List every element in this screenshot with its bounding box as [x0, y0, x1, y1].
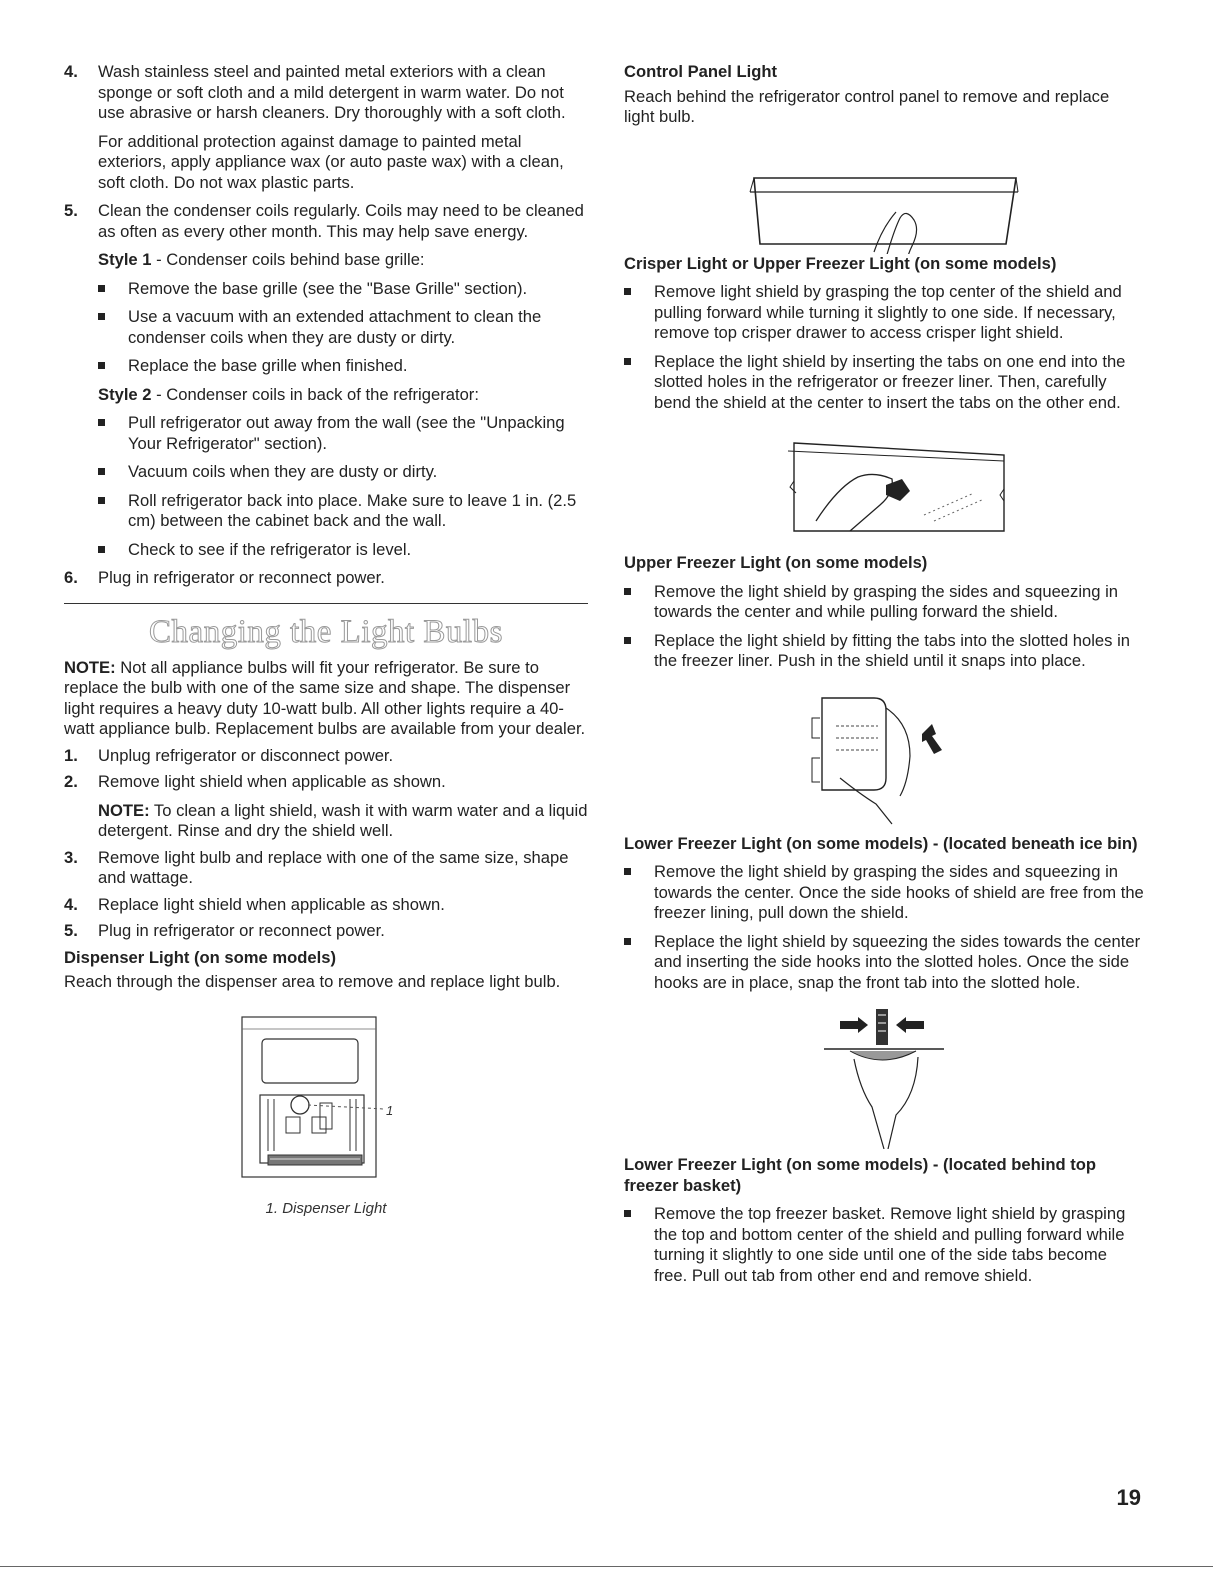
list-item-text: Use a vacuum with an extended attachment to clean the condenser coils when they are dusty or dirty.: [128, 307, 542, 347]
step-text: Replace light shield when applicable as shown.: [98, 894, 445, 914]
bulb-step-1: [64, 746, 588, 767]
note-label: NOTE:: [64, 657, 116, 677]
callout-label: 1: [386, 1102, 394, 1118]
step-number: 4.: [64, 894, 78, 914]
step-number: 5.: [64, 201, 78, 220]
list-item-text: Remove the light shield by grasping the sides and squeezing in towards the center and while pulling forward the shield.: [654, 581, 1118, 621]
bulb-step-2: [64, 772, 588, 842]
lower-freezer-ice-bin-list: [624, 862, 1144, 993]
lower-freezer-basket-list: [624, 1204, 1144, 1286]
list-item-text: Remove the light shield by grasping the sides and squeezing in towards the center. Once the side hooks of shield are free from the freezer lining, pull down the shield.: [654, 862, 1144, 922]
list-item-text: Roll refrigerator back into place. Make sure to leave 1 in. (2.5 cm) between the cabinet back and the wall.: [128, 490, 577, 530]
note-paragraph: [64, 658, 588, 740]
crisper-list: [624, 282, 1144, 413]
section-title: Changing the Light Bulbs: [149, 613, 503, 650]
list-item: [98, 540, 588, 561]
bullet-icon: [624, 862, 654, 924]
bullet-icon: [98, 491, 128, 532]
list-item-text: Vacuum coils when they are dusty or dirty.: [128, 462, 438, 481]
upper-freezer-heading: Upper Freezer Light (on some models): [624, 553, 928, 572]
step-number: 6.: [64, 568, 78, 587]
bullet-icon: [624, 932, 654, 994]
style-2-line: [98, 385, 588, 406]
lower-freezer-ice-bin-illustration: [624, 999, 1144, 1149]
list-item-text: Replace the light shield by fitting the tabs into the slotted holes in the freezer liner. Push in the shield until it snaps into place.: [654, 630, 1130, 670]
bullet-icon: [98, 540, 128, 561]
bullet-icon: [98, 307, 128, 348]
style-1-list: [98, 279, 588, 377]
list-item: [98, 307, 588, 348]
bullet-icon: [98, 413, 128, 454]
control-panel-light-illustration: [624, 134, 1144, 254]
list-item-text: Remove the top freezer basket. Remove light shield by grasping the top and bottom center of the shield and pulling forward while turning it slightly to one side until one of the side tabs become free. Pull out tab from other end and remove shield.: [654, 1204, 1126, 1285]
list-item: [624, 631, 1144, 672]
list-item-text: Check to see if the refrigerator is level.: [128, 539, 412, 559]
dispenser-light-illustration: [64, 999, 588, 1195]
step-text: For additional protection against damage to painted metal exteriors, apply appliance wax (or auto paste wax) with a clean, soft cloth. Do not wax plastic parts.: [98, 131, 564, 192]
upper-freezer-list: [624, 582, 1144, 672]
bullet-icon: [624, 352, 654, 414]
bulb-steps: [64, 746, 588, 942]
step-number: 4.: [64, 62, 78, 81]
step-4: [64, 62, 588, 193]
lower-freezer-ice-bin-heading: Lower Freezer Light (on some models) - (located beneath ice bin): [624, 833, 1138, 853]
style-2-list: [98, 413, 588, 560]
step-text: Remove light shield when applicable as shown.: [98, 772, 446, 791]
list-item: [624, 932, 1144, 994]
list-item-text: Replace the light shield by inserting the tabs on one end into the slotted holes in the refrigerator or freezer liner. Then, carefully bend the shield at the center to insert the tabs on the other end.: [654, 351, 1126, 412]
dispenser-text: Reach through the dispenser area to remove and replace light bulb.: [64, 972, 561, 991]
list-item: [98, 413, 588, 454]
crisper-light-illustration: [624, 421, 1144, 547]
list-item: [624, 582, 1144, 623]
dispenser-heading: Dispenser Light (on some models): [64, 947, 336, 967]
bulb-step-4: [64, 895, 588, 916]
list-item: [98, 491, 588, 532]
bullet-icon: [98, 279, 128, 300]
bullet-icon: [98, 462, 128, 483]
bullet-icon: [624, 582, 654, 623]
step-text: Plug in refrigerator or reconnect power.: [98, 921, 385, 940]
upper-freezer-light-illustration: [624, 678, 1144, 828]
control-panel-heading: Control Panel Light: [624, 62, 778, 81]
note-text: Not all appliance bulbs will fit your refrigerator. Be sure to replace the bulb with one of the same size and shape. The dispenser light requires a heavy duty 10-watt bulb. All other lights require a 40-watt appliance bulb. Replacement bulbs are available from your dealer.: [64, 657, 586, 738]
list-item-text: Remove the base grille (see the "Base Grille" section).: [128, 278, 528, 298]
list-item: [624, 1204, 1144, 1286]
page-number: 19: [1116, 1485, 1141, 1510]
left-column: [64, 62, 588, 1219]
step-number: 5.: [64, 921, 78, 940]
list-item: [624, 862, 1144, 924]
section-divider: [64, 603, 588, 604]
step-text: Wash stainless steel and painted metal exteriors with a clean sponge or soft cloth and a mild detergent in warm water. Do not use abrasive or harsh cleaners. Dry thoroughly with a soft cloth.: [98, 62, 566, 122]
list-item-text: Pull refrigerator out away from the wall (see the "Unpacking Your Refrigerator" section).: [128, 413, 565, 453]
bullet-icon: [98, 356, 128, 377]
list-item-text: Remove light shield by grasping the top center of the shield and pulling forward while turning it slightly to one side. If necessary, remove top crisper drawer to access crisper light shield.: [654, 282, 1122, 342]
bullet-icon: [624, 282, 654, 344]
page-bottom-rule: [0, 1566, 1213, 1567]
style-1-label: Style 1: [98, 250, 152, 269]
right-column: [624, 62, 1144, 1286]
step-text: Remove light bulb and replace with one of the same size, shape and wattage.: [98, 847, 569, 887]
bulb-step-3: [64, 848, 588, 889]
step-text: Unplug refrigerator or disconnect power.: [98, 745, 394, 765]
list-item: [624, 282, 1144, 344]
style-2-text: - Condenser coils in back of the refrigerator:: [151, 384, 479, 404]
list-item: [98, 356, 588, 377]
style-2-label: Style 2: [98, 384, 152, 404]
step-number: 2.: [64, 772, 78, 791]
list-item: [98, 462, 588, 483]
crisper-heading: Crisper Light or Upper Freezer Light (on some models): [624, 253, 1057, 273]
style-1-text: - Condenser coils behind base grille:: [151, 250, 425, 269]
step-text: Plug in refrigerator or reconnect power.: [98, 568, 385, 587]
bullet-icon: [624, 1204, 654, 1286]
step-6: [64, 568, 588, 589]
bullet-icon: [624, 631, 654, 672]
note-label: NOTE:: [98, 800, 150, 820]
step-number: 1.: [64, 745, 78, 765]
control-panel-text: Reach behind the refrigerator control panel to remove and replace light bulb.: [624, 86, 1110, 126]
step-5: [64, 201, 588, 560]
bulb-step-5: [64, 921, 588, 942]
step-number: 3.: [64, 847, 78, 867]
style-1-line: [98, 250, 588, 271]
step-text: Clean the condenser coils regularly. Coils may need to be cleaned as often as every other month. This may help save energy.: [98, 201, 584, 241]
lower-freezer-basket-heading: Lower Freezer Light (on some models) - (located behind top freezer basket): [624, 1155, 1097, 1195]
list-item: [624, 352, 1144, 414]
note-text: To clean a light shield, wash it with warm water and a liquid detergent. Rinse and dry the shield well.: [98, 800, 588, 840]
figure-caption: 1. Dispenser Light: [265, 1199, 387, 1217]
list-item: [98, 279, 588, 300]
list-item-text: Replace the base grille when finished.: [128, 356, 408, 375]
list-item-text: Replace the light shield by squeezing the sides towards the center and inserting the side hooks into the slotted holes. Once the side hooks are in place, snap the front tab into the slotted hole.: [654, 931, 1141, 992]
step-note: [98, 801, 588, 842]
